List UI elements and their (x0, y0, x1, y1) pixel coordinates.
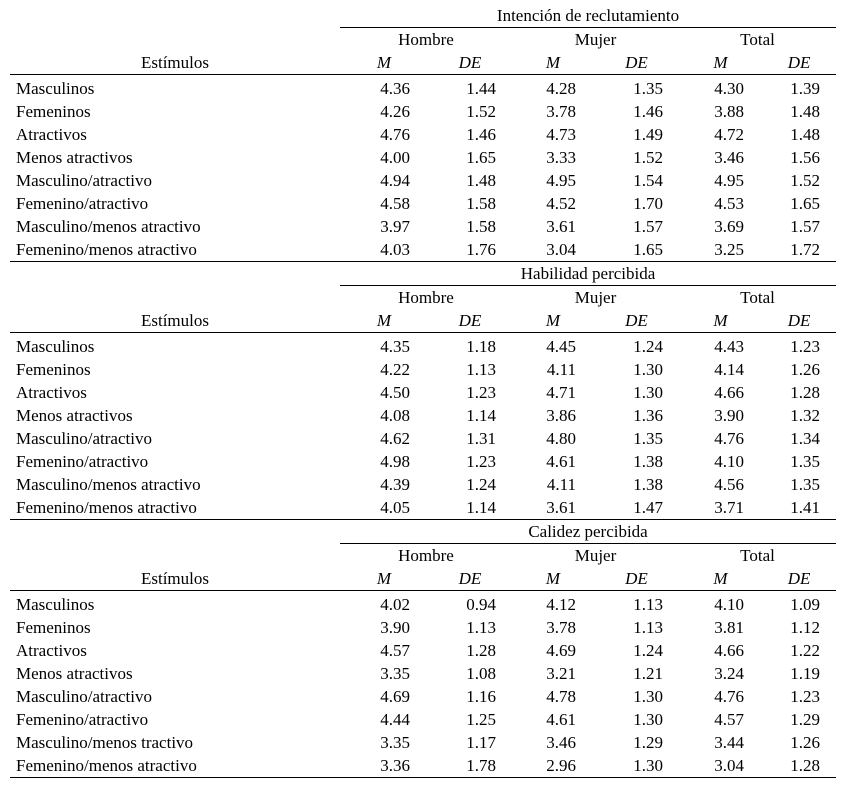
row-label: Atractivos (16, 640, 87, 660)
group-header: Mujer (574, 29, 617, 49)
sd-value: 1.13 (466, 359, 496, 379)
mean-value: 4.30 (714, 78, 744, 98)
table-row (10, 169, 836, 192)
mean-value: 4.10 (714, 594, 744, 614)
sd-value: 1.19 (790, 663, 821, 683)
mean-value: 4.05 (340, 496, 428, 520)
table-row (10, 685, 836, 708)
mean-value: 4.61 (546, 709, 576, 729)
row-label: Menos atractivos (16, 663, 133, 683)
mean-value: 4.73 (546, 124, 576, 144)
sd-value: 0.94 (466, 594, 496, 614)
sd-value: 1.58 (466, 216, 496, 236)
mean-value: 4.44 (380, 709, 410, 729)
column-header-row (10, 309, 836, 333)
table-row (10, 616, 836, 639)
mean-value: 3.88 (714, 101, 744, 121)
mean-value: 3.86 (546, 405, 576, 425)
table-row (10, 662, 836, 685)
row-label: Femeninos (16, 617, 91, 637)
row-label: Masculino/atractivo (16, 428, 152, 448)
table-row (10, 639, 836, 662)
mean-value: 3.46 (546, 732, 576, 752)
sd-value: 1.48 (466, 170, 496, 190)
mean-value: 3.33 (546, 147, 576, 167)
mean-value: 4.78 (546, 686, 576, 706)
sd-value: 1.24 (633, 640, 663, 660)
table-row (10, 146, 836, 169)
sd-value: 1.52 (466, 101, 496, 121)
sd-value: 1.08 (466, 663, 496, 683)
group-header: Hombre (398, 545, 454, 565)
mean-value: 3.69 (714, 216, 744, 236)
table-row (10, 358, 836, 381)
mean-value: 4.69 (546, 640, 576, 660)
sd-value: 1.78 (428, 754, 512, 778)
sd-value: 1.26 (790, 359, 821, 379)
mean-value: 4.94 (380, 170, 410, 190)
sd-value: 1.24 (633, 336, 663, 356)
mean-value: 4.62 (380, 428, 410, 448)
mean-value: 4.39 (380, 474, 410, 494)
sd-header: DE (428, 51, 512, 75)
mean-value: 3.61 (512, 496, 594, 520)
mean-value: 3.71 (679, 496, 762, 520)
column-header-row (10, 567, 836, 591)
mean-value: 4.98 (380, 451, 410, 471)
stimulus-header: Estímulos (10, 309, 340, 333)
sd-value: 1.32 (790, 405, 821, 425)
group-header: Hombre (398, 29, 454, 49)
mean-value: 4.57 (714, 709, 744, 729)
sd-header: DE (428, 567, 512, 591)
sd-value: 1.35 (633, 78, 663, 98)
table-row (10, 238, 836, 262)
sd-value: 1.47 (594, 496, 679, 520)
group-header: Total (740, 287, 775, 307)
table-body (10, 4, 836, 778)
mean-value: 4.69 (380, 686, 410, 706)
group-header: Mujer (574, 287, 617, 307)
sd-header: DE (594, 51, 679, 75)
sd-value: 1.39 (790, 78, 821, 98)
sd-value: 1.58 (466, 193, 496, 213)
table-row (10, 427, 836, 450)
group-header-row (10, 544, 836, 568)
mean-header: M (340, 567, 428, 591)
row-label: Masculino/menos atractivo (16, 474, 201, 494)
row-label: Femenino/atractivo (16, 193, 149, 213)
stimulus-header: Estímulos (10, 567, 340, 591)
sd-header: DE (594, 567, 679, 591)
mean-value: 4.08 (380, 405, 410, 425)
row-label: Menos atractivos (16, 405, 133, 425)
mean-header: M (512, 51, 594, 75)
mean-value: 3.35 (380, 732, 410, 752)
mean-value: 3.81 (714, 617, 744, 637)
sd-value: 1.29 (790, 709, 821, 729)
mean-value: 3.90 (380, 617, 410, 637)
table-row (10, 333, 836, 359)
row-label: Atractivos (16, 124, 87, 144)
group-header: Total (740, 29, 775, 49)
mean-value: 3.78 (546, 101, 576, 121)
mean-value: 2.96 (512, 754, 594, 778)
row-label: Masculino/menos tractivo (16, 732, 194, 752)
table-row (10, 473, 836, 496)
mean-value: 3.24 (714, 663, 744, 683)
mean-value: 4.12 (546, 594, 576, 614)
table-row (10, 754, 836, 778)
sd-value: 1.49 (633, 124, 663, 144)
sd-value: 1.35 (633, 428, 663, 448)
group-header: Total (740, 545, 775, 565)
section-title: Calidez percibida (340, 520, 836, 544)
sd-value: 1.35 (790, 474, 821, 494)
row-label: Masculino/atractivo (16, 686, 152, 706)
section-title-row (10, 520, 836, 544)
mean-header: M (679, 567, 762, 591)
row-label: Masculinos (16, 78, 95, 98)
column-header-row (10, 51, 836, 75)
blank-cell (10, 544, 340, 568)
sd-value: 1.23 (790, 686, 821, 706)
mean-value: 3.97 (380, 216, 410, 236)
mean-value: 4.43 (714, 336, 744, 356)
sd-value: 1.24 (466, 474, 496, 494)
blank-cell (10, 262, 340, 286)
sd-value: 1.54 (633, 170, 663, 190)
sd-value: 1.28 (762, 754, 836, 778)
sd-value: 1.31 (466, 428, 496, 448)
sd-value: 1.21 (633, 663, 663, 683)
group-header-row (10, 286, 836, 310)
mean-value: 4.11 (546, 474, 576, 494)
sd-value: 1.57 (790, 216, 821, 236)
mean-value: 4.26 (380, 101, 410, 121)
row-label: Masculinos (16, 594, 95, 614)
section-title: Habilidad percibida (340, 262, 836, 286)
blank-cell (10, 4, 340, 28)
row-label: Femenino/atractivo (16, 451, 149, 471)
sd-value: 1.13 (466, 617, 496, 637)
sd-value: 1.65 (790, 193, 821, 213)
group-header-row (10, 28, 836, 52)
mean-header: M (340, 309, 428, 333)
sd-value: 1.18 (466, 336, 496, 356)
mean-value: 3.35 (380, 663, 410, 683)
blank-cell (10, 28, 340, 52)
mean-value: 4.58 (380, 193, 410, 213)
mean-value: 4.53 (714, 193, 744, 213)
row-label: Masculinos (16, 336, 95, 356)
mean-header: M (340, 51, 428, 75)
sd-value: 1.16 (466, 686, 496, 706)
mean-value: 4.52 (546, 193, 576, 213)
sd-header: DE (762, 567, 836, 591)
table-row (10, 450, 836, 473)
sd-value: 1.23 (466, 451, 496, 471)
mean-value: 3.44 (714, 732, 744, 752)
mean-value: 4.00 (380, 147, 410, 167)
row-label: Femenino/atractivo (16, 709, 149, 729)
row-label: Femenino/menos atractivo (10, 496, 340, 520)
sd-value: 1.72 (762, 238, 836, 262)
blank-cell (10, 286, 340, 310)
sd-value: 1.38 (633, 451, 663, 471)
sd-value: 1.41 (762, 496, 836, 520)
row-label: Femenino/menos atractivo (10, 754, 340, 778)
mean-value: 4.50 (380, 382, 410, 402)
mean-value: 3.04 (512, 238, 594, 262)
sd-value: 1.29 (633, 732, 663, 752)
row-label: Menos atractivos (16, 147, 133, 167)
mean-value: 4.66 (714, 382, 744, 402)
mean-value: 4.36 (380, 78, 410, 98)
sd-header: DE (594, 309, 679, 333)
mean-value: 3.61 (546, 216, 576, 236)
mean-header: M (679, 51, 762, 75)
mean-value: 3.46 (714, 147, 744, 167)
sd-value: 1.14 (466, 405, 496, 425)
mean-value: 4.03 (340, 238, 428, 262)
stats-table (10, 4, 836, 778)
sd-value: 1.23 (466, 382, 496, 402)
mean-header: M (679, 309, 762, 333)
sd-value: 1.09 (790, 594, 821, 614)
mean-value: 4.11 (546, 359, 576, 379)
sd-value: 1.44 (466, 78, 496, 98)
sd-value: 1.56 (790, 147, 821, 167)
sd-value: 1.26 (790, 732, 821, 752)
table-row (10, 496, 836, 520)
mean-value: 4.80 (546, 428, 576, 448)
sd-value: 1.70 (633, 193, 663, 213)
mean-value: 4.95 (714, 170, 744, 190)
mean-value: 4.76 (380, 124, 410, 144)
sd-value: 1.34 (790, 428, 821, 448)
row-label: Atractivos (16, 382, 87, 402)
mean-value: 4.72 (714, 124, 744, 144)
mean-value: 4.61 (546, 451, 576, 471)
group-header: Hombre (398, 287, 454, 307)
mean-value: 4.95 (546, 170, 576, 190)
mean-value: 4.10 (714, 451, 744, 471)
mean-value: 4.76 (714, 686, 744, 706)
row-label: Femeninos (16, 359, 91, 379)
table-row (10, 591, 836, 617)
sd-value: 1.30 (633, 382, 663, 402)
row-label: Masculino/menos atractivo (16, 216, 201, 236)
group-header: Mujer (574, 545, 617, 565)
row-label: Masculino/atractivo (16, 170, 152, 190)
mean-value: 4.66 (714, 640, 744, 660)
mean-header: M (512, 309, 594, 333)
sd-value: 1.25 (466, 709, 496, 729)
sd-value: 1.30 (633, 359, 663, 379)
table-row (10, 381, 836, 404)
section-title-row (10, 4, 836, 28)
section-title: Intención de reclutamiento (340, 4, 836, 28)
sd-value: 1.13 (633, 617, 663, 637)
sd-value: 1.48 (790, 101, 821, 121)
mean-value: 3.25 (679, 238, 762, 262)
sd-value: 1.12 (790, 617, 821, 637)
sd-header: DE (762, 51, 836, 75)
mean-value: 4.56 (714, 474, 744, 494)
sd-value: 1.57 (633, 216, 663, 236)
mean-value: 4.71 (546, 382, 576, 402)
sd-value: 1.48 (790, 124, 821, 144)
sd-value: 1.52 (790, 170, 821, 190)
sd-header: DE (428, 309, 512, 333)
mean-value: 4.14 (714, 359, 744, 379)
sd-header: DE (762, 309, 836, 333)
sd-value: 1.76 (428, 238, 512, 262)
row-label: Femeninos (16, 101, 91, 121)
mean-value: 3.90 (714, 405, 744, 425)
sd-value: 1.65 (466, 147, 496, 167)
sd-value: 1.30 (594, 754, 679, 778)
sd-value: 1.38 (633, 474, 663, 494)
sd-value: 1.23 (790, 336, 821, 356)
table-row (10, 708, 836, 731)
sd-value: 1.17 (466, 732, 496, 752)
table-row (10, 731, 836, 754)
sd-value: 1.46 (466, 124, 496, 144)
mean-value: 4.35 (380, 336, 410, 356)
mean-value: 4.45 (546, 336, 576, 356)
mean-value: 3.21 (546, 663, 576, 683)
stimulus-header: Estímulos (10, 51, 340, 75)
sd-value: 1.30 (633, 686, 663, 706)
mean-value: 3.04 (679, 754, 762, 778)
sd-value: 1.35 (790, 451, 821, 471)
table-row (10, 404, 836, 427)
sd-value: 1.28 (790, 382, 821, 402)
sd-value: 1.28 (466, 640, 496, 660)
mean-header: M (512, 567, 594, 591)
row-label: Femenino/menos atractivo (10, 238, 340, 262)
blank-cell (10, 520, 340, 544)
table-row (10, 75, 836, 101)
mean-value: 4.76 (714, 428, 744, 448)
sd-value: 1.65 (594, 238, 679, 262)
sd-value: 1.52 (633, 147, 663, 167)
sd-value: 1.30 (633, 709, 663, 729)
table-row (10, 215, 836, 238)
mean-value: 4.57 (380, 640, 410, 660)
mean-value: 3.78 (546, 617, 576, 637)
table-row (10, 123, 836, 146)
table-row (10, 100, 836, 123)
mean-value: 4.28 (546, 78, 576, 98)
mean-value: 4.02 (380, 594, 410, 614)
mean-value: 4.22 (380, 359, 410, 379)
sd-value: 1.46 (633, 101, 663, 121)
sd-value: 1.14 (428, 496, 512, 520)
table-row (10, 192, 836, 215)
mean-value: 3.36 (340, 754, 428, 778)
sd-value: 1.13 (633, 594, 663, 614)
section-title-row (10, 262, 836, 286)
sd-value: 1.36 (633, 405, 663, 425)
sd-value: 1.22 (790, 640, 821, 660)
